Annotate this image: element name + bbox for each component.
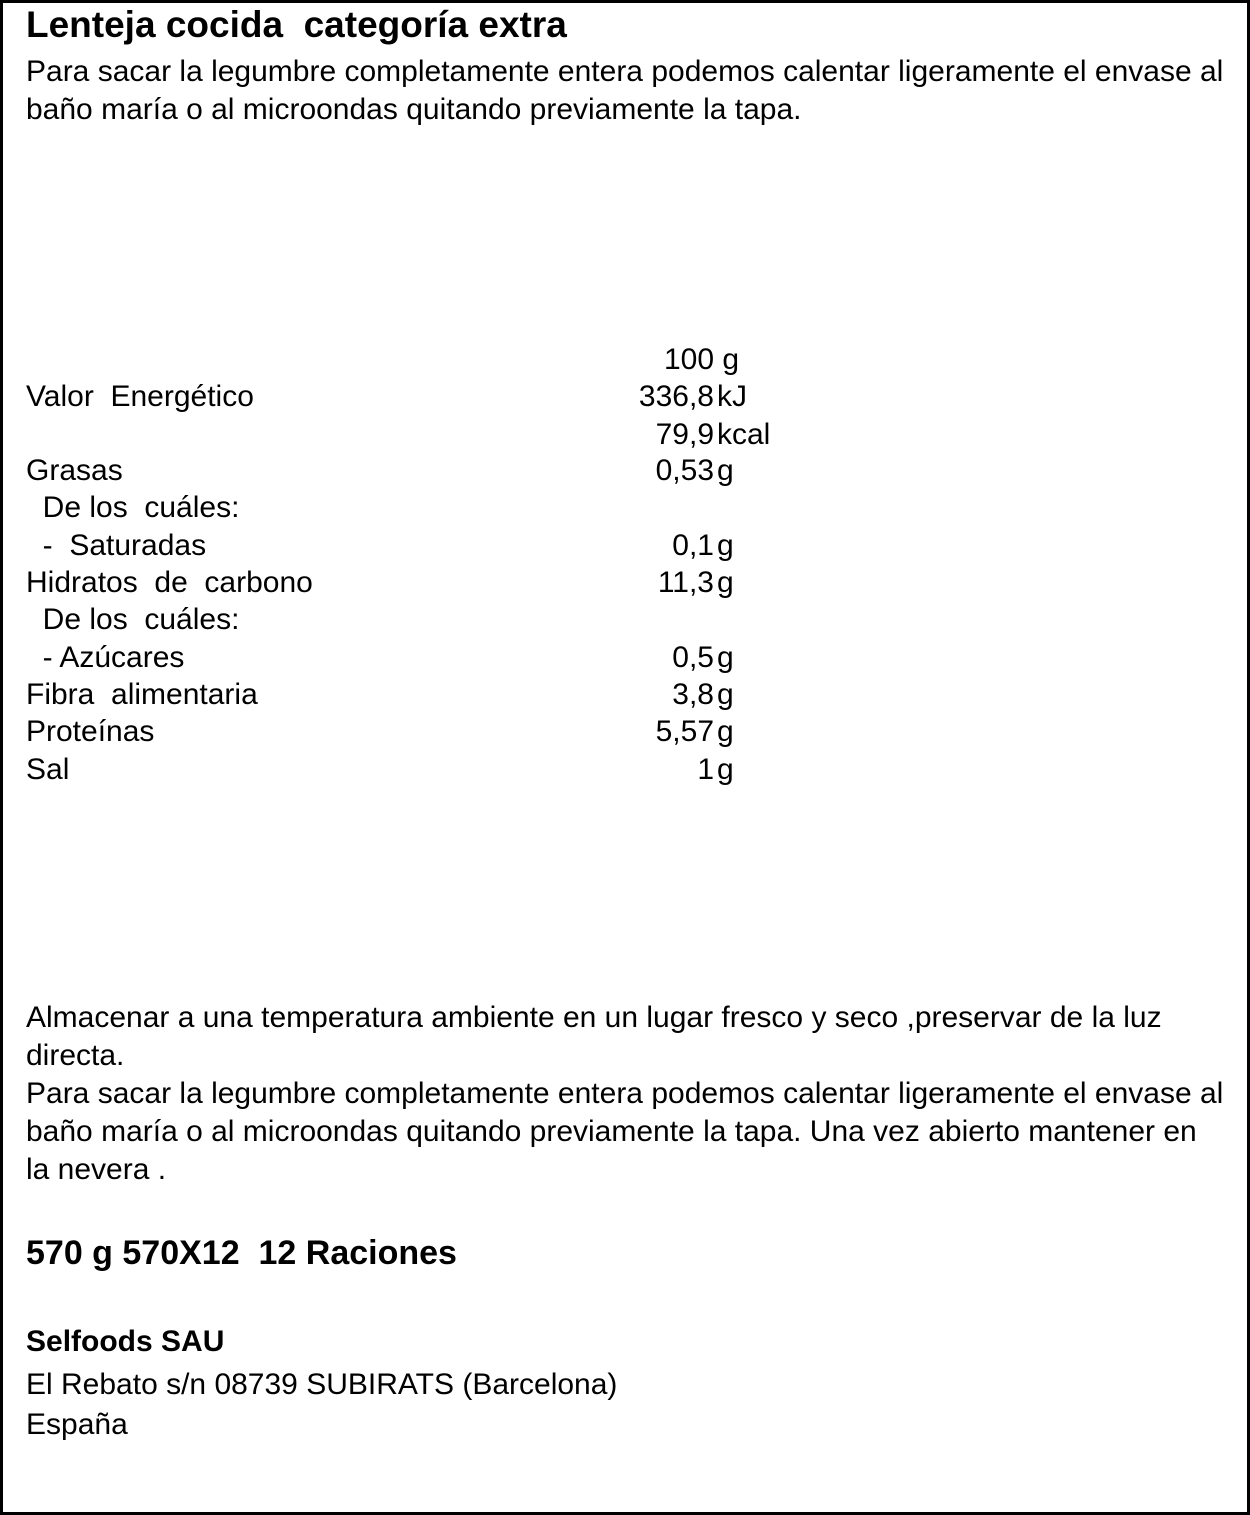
storage-usage-block <box>26 999 1226 1189</box>
nutrition-row <box>0 751 1250 788</box>
nutrition-row <box>0 601 1250 638</box>
nutrient-unit: kcal <box>717 418 771 451</box>
company-address: El Rebato s/n 08739 SUBIRATS (Barcelona) <box>26 1368 618 1401</box>
nutrient-value: 1 <box>697 753 714 786</box>
product-title: Lenteja cocida categoría extra <box>26 4 567 45</box>
usage-text: Para sacar la legumbre completamente entera podemos calentar ligeramente el envase al baño maría o al microondas quitando previamente la tapa. Una vez abierto mantener en la nevera . <box>26 1077 1224 1186</box>
nutrient-label: Grasas <box>26 454 123 487</box>
nutrient-value: 3,8 <box>672 678 714 711</box>
intro-text: Para sacar la legumbre completamente entera podemos calentar ligeramente el envase al baño maría o al microondas quitando previamente la tapa. <box>26 55 1224 126</box>
nutrient-unit: g <box>717 678 734 711</box>
nutrition-row <box>0 639 1250 676</box>
nutrient-unit: kJ <box>717 380 747 413</box>
nutrition-row <box>0 564 1250 601</box>
nutrient-label: De los cuáles: <box>26 603 240 636</box>
nutrition-row <box>0 527 1250 564</box>
nutrient-unit: g <box>717 641 734 674</box>
nutrient-unit: g <box>717 529 734 562</box>
nutrient-value: 336,8 <box>638 380 714 413</box>
nutrient-label: Proteínas <box>26 715 155 748</box>
nutrient-label: Valor Energético <box>26 380 254 413</box>
nutrition-row <box>0 676 1250 713</box>
nutrient-unit: g <box>717 753 734 786</box>
nutrition-row <box>0 713 1250 750</box>
nutrition-row <box>0 378 1250 415</box>
nutrient-label: De los cuáles: <box>26 491 240 524</box>
nutrient-value: 11,3 <box>657 566 714 599</box>
nutrient-label: Hidratos de carbono <box>26 566 313 599</box>
storage-text: Almacenar a una temperatura ambiente en un lugar fresco y seco ,preservar de la luz directa. <box>26 1001 1162 1072</box>
nutrient-label: Fibra alimentaria <box>26 678 258 711</box>
nutrient-unit: g <box>717 566 734 599</box>
nutrient-unit: g <box>717 715 734 748</box>
nutrient-value: 0,5 <box>672 641 714 674</box>
nutrition-row <box>0 452 1250 489</box>
nutrient-value: 79,9 <box>655 418 714 451</box>
package-size: 570 g 570X12 12 Raciones <box>26 1234 457 1272</box>
nutrient-label: Sal <box>26 753 70 786</box>
nutrient-value: 0,1 <box>672 529 714 562</box>
nutrient-label: - Azúcares <box>26 641 185 674</box>
nutrient-value: 0,53 <box>655 454 714 487</box>
company-country: España <box>26 1408 128 1441</box>
nutrient-label: - Saturadas <box>26 529 207 562</box>
nutrition-row <box>0 416 1250 453</box>
nutrition-header: 100 g <box>664 343 740 376</box>
nutrition-row <box>0 489 1250 526</box>
nutrient-unit: g <box>717 454 734 487</box>
company-name: Selfoods SAU <box>26 1325 225 1358</box>
nutrient-value: 5,57 <box>655 715 714 748</box>
